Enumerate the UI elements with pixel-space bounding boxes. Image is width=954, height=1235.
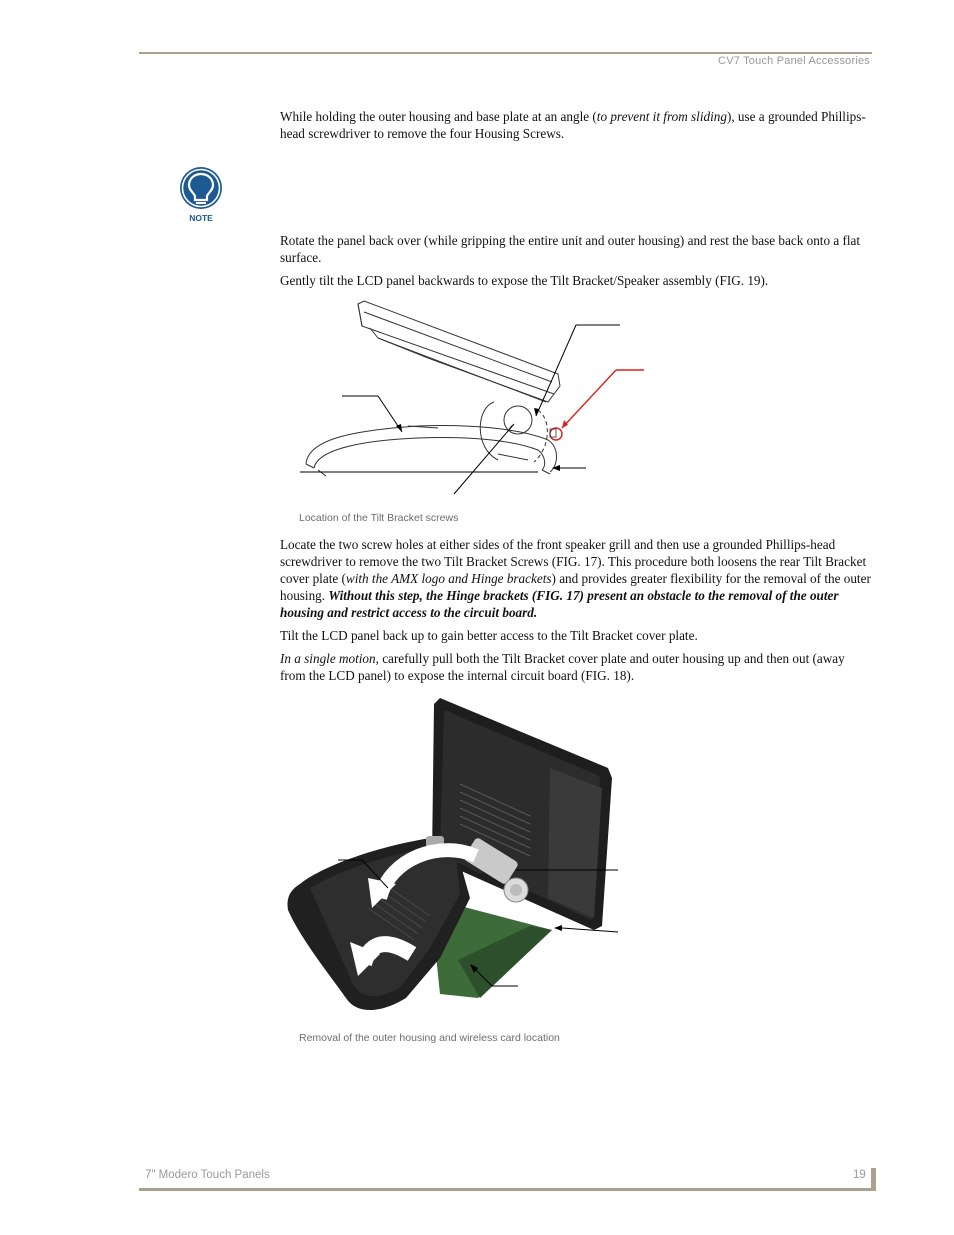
paragraph-remove-housing-screws xyxy=(280,108,872,142)
text-run: ) and provides greater flexibility for the removal of the outer housing. xyxy=(280,571,871,603)
text-run: ), use a grounded Phillips-head screwdriver to remove the four Housing Screws. xyxy=(280,109,866,141)
running-header: CV7 Touch Panel Accessories xyxy=(718,55,870,67)
paragraph-tilt-back-up: Tilt the LCD panel back up to gain better access to the Tilt Bracket cover plate. xyxy=(280,628,698,643)
text-run: While holding the outer housing and base plate at an angle ( xyxy=(280,109,597,124)
paragraph-single-motion xyxy=(280,650,872,684)
header-rule xyxy=(139,52,872,54)
paragraph-locate-screw-holes xyxy=(280,536,872,621)
figure-outer-housing-removal xyxy=(280,698,625,1018)
paragraph-tilt-lcd: Gently tilt the LCD panel backwards to expose the Tilt Bracket/Speaker assembly (FIG. 19). xyxy=(280,273,769,288)
warning-text: Without this step, the Hinge brackets (FIG. 17) present an obstacle to the removal of the outer housing and restrict access to the circuit board. xyxy=(280,588,839,620)
paragraph-rotate-panel: Rotate the panel back over (while gripping the entire unit and outer housing) and rest the base back onto a flat surface. xyxy=(280,233,861,265)
figure-caption-outer-housing: Removal of the outer housing and wireless card location xyxy=(299,1032,560,1044)
emphasis-text: with the AMX logo and Hinge brackets xyxy=(345,571,552,586)
footer-bracket xyxy=(871,1168,876,1191)
text-run: Locate the two screw holes at either sides of the front speaker grill and then use a grounded Phillips-head screwdriver to remove the two Tilt Bracket Screws (FIG. 17). This procedure both loosens the rear Tilt Bracket cover plate ( xyxy=(280,537,867,586)
footer-rule xyxy=(139,1188,872,1191)
figure-caption-tilt-bracket: Location of the Tilt Bracket screws xyxy=(299,512,459,524)
emphasis-text: In a single motion xyxy=(280,651,376,666)
page-number: 19 xyxy=(853,1169,866,1181)
footer-doc-title: 7" Modero Touch Panels xyxy=(145,1169,270,1181)
text-run: , carefully pull both the Tilt Bracket cover plate and outer housing up and then out (away from the LCD panel) to expose the internal circuit board (FIG. 18). xyxy=(280,651,845,683)
note-label: NOTE xyxy=(189,213,213,223)
figure-tilt-bracket-screws xyxy=(298,298,650,506)
emphasis-text: to prevent it from sliding xyxy=(596,109,727,124)
note-icon xyxy=(174,166,228,226)
